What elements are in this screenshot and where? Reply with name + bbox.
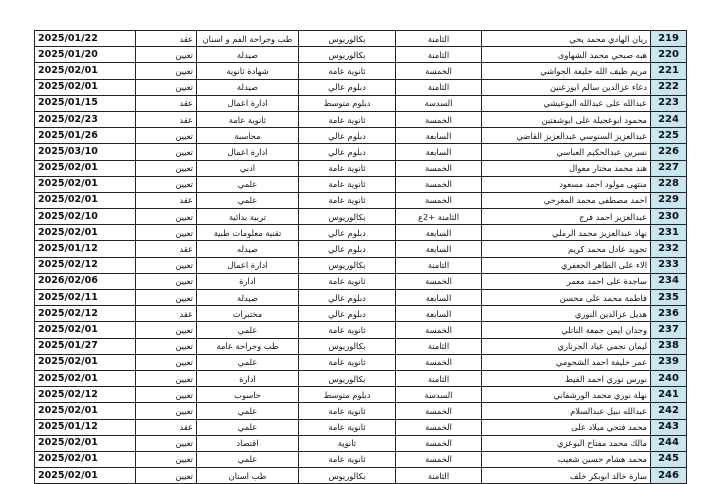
contract-type-cell: تعيين [136, 257, 197, 273]
grade-cell: السابعة [396, 290, 482, 306]
qualification-cell: بكالوريوس [299, 209, 396, 225]
table-row [35, 95, 687, 111]
grade-cell: الخمسة [396, 176, 482, 192]
employee-name-cell: دعاء عزالدين سالم ابوزعنين [482, 79, 651, 95]
grade-cell: الخمسة [396, 111, 482, 127]
contract-type-cell: عقد [136, 95, 197, 111]
contract-type-cell: تعيين [136, 322, 197, 338]
grade-cell: الخمسة [396, 435, 482, 451]
specialization-cell: اقتصاد [197, 435, 299, 451]
qualification-cell: بكالوريوس [299, 47, 396, 63]
qualification-cell: ثانوية [299, 435, 396, 451]
employee-name-cell: ليمان نجمي عياد الجرناري [482, 338, 651, 354]
contract-type-cell: عقد [136, 31, 197, 47]
grade-cell: الثامنة [396, 257, 482, 273]
specialization-cell: علمي [197, 354, 299, 370]
employee-name-cell: الاء على الطاهر الجعفري [482, 257, 651, 273]
row-number-cell: 236 [651, 306, 687, 322]
grade-cell: السابعة [396, 128, 482, 144]
table-row [35, 257, 687, 273]
qualification-cell: ثانوية عامة [299, 176, 396, 192]
contract-type-cell: تعيين [136, 63, 197, 79]
specialization-cell: علمي [197, 192, 299, 208]
specialization-cell: صيدلة [197, 290, 299, 306]
table-row [35, 403, 687, 419]
contract-type-cell: عقد [136, 306, 197, 322]
specialization-cell: ثانوية عامة [197, 111, 299, 127]
specialization-cell: ادارة [197, 370, 299, 386]
specialization-cell: طب وجراحة عامة [197, 338, 299, 354]
employee-name-cell: هند محمد مختار معوال [482, 160, 651, 176]
specialization-cell: صيدله [197, 241, 299, 257]
specialization-cell: طب اسنان [197, 468, 299, 484]
specialization-cell: ادارة [197, 273, 299, 289]
row-number-cell: 224 [651, 111, 687, 127]
employee-name-cell: نهلة نوري محمد الورشفاني [482, 387, 651, 403]
contract-type-cell: تعيين [136, 79, 197, 95]
row-number-cell: 221 [651, 63, 687, 79]
employee-name-cell: ساجدة على احمد معمر [482, 273, 651, 289]
contract-type-cell: تعيين [136, 225, 197, 241]
date-cell: 2025/02/01 [35, 79, 136, 95]
qualification-cell: ثانوية عامة [299, 403, 396, 419]
employee-name-cell: نهاد عبدالعزيز محمد الرملي [482, 225, 651, 241]
row-number-cell: 242 [651, 403, 687, 419]
table-row [35, 31, 687, 47]
date-cell: 2025/02/01 [35, 370, 136, 386]
specialization-cell: علمي [197, 322, 299, 338]
date-cell: 2025/02/01 [35, 176, 136, 192]
date-cell: 2025/02/01 [35, 225, 136, 241]
row-number-cell: 231 [651, 225, 687, 241]
grade-cell: الثامنة [396, 79, 482, 95]
qualification-cell: بكالوريوس [299, 338, 396, 354]
table-row [35, 419, 687, 435]
employee-name-cell: عبدالعزيز السنوسي عبدالعزيز القاضي [482, 128, 651, 144]
row-number-cell: 223 [651, 95, 687, 111]
employee-name-cell: مالك محمد مفتاح البوعزي [482, 435, 651, 451]
date-cell: 2025/01/27 [35, 338, 136, 354]
row-number-cell: 225 [651, 128, 687, 144]
row-number-cell: 235 [651, 290, 687, 306]
contract-type-cell: عقد [136, 241, 197, 257]
row-number-cell: 228 [651, 176, 687, 192]
table-row [35, 79, 687, 95]
table-row [35, 306, 687, 322]
table-row [35, 176, 687, 192]
qualification-cell: دبلوم عالي [299, 144, 396, 160]
grade-cell: الخمسة [396, 192, 482, 208]
date-cell: 2025/01/12 [35, 241, 136, 257]
specialization-cell: طب وجراحة الفم و اسنان [197, 31, 299, 47]
grade-cell: الخمسة [396, 419, 482, 435]
specialization-cell: تربية بدائية [197, 209, 299, 225]
table-row [35, 128, 687, 144]
contract-type-cell: تعيين [136, 176, 197, 192]
contract-type-cell: عقد [136, 419, 197, 435]
row-number-cell: 243 [651, 419, 687, 435]
date-cell: 2025/02/01 [35, 403, 136, 419]
qualification-cell: دبلوم عالي [299, 290, 396, 306]
grade-cell: الثامنة [396, 31, 482, 47]
table-row [35, 111, 687, 127]
grade-cell: السابعة [396, 241, 482, 257]
table-row [35, 370, 687, 386]
row-number-cell: 246 [651, 468, 687, 484]
row-number-cell: 237 [651, 322, 687, 338]
date-cell: 2025/02/01 [35, 192, 136, 208]
specialization-cell: ادبي [197, 160, 299, 176]
row-number-cell: 239 [651, 354, 687, 370]
row-number-cell: 241 [651, 387, 687, 403]
contract-type-cell: عقد [136, 111, 197, 127]
grade-cell: الخمسة [396, 63, 482, 79]
row-number-cell: 233 [651, 257, 687, 273]
row-number-cell: 229 [651, 192, 687, 208]
row-number-cell: 240 [651, 370, 687, 386]
contract-type-cell: عقد [136, 192, 197, 208]
grade-cell: الخمسة [396, 403, 482, 419]
date-cell: 2025/01/20 [35, 47, 136, 63]
table-body [35, 31, 687, 484]
date-cell: 2025/01/12 [35, 419, 136, 435]
employee-name-cell: عمر خليفة احمد الشحومي [482, 354, 651, 370]
employee-name-cell: منتهى مولود احمد مسعود [482, 176, 651, 192]
contract-type-cell: تعيين [136, 338, 197, 354]
date-cell: 2025/02/23 [35, 111, 136, 127]
qualification-cell: ثانوية عامة [299, 111, 396, 127]
qualification-cell: ثانوية عامة [299, 451, 396, 467]
employee-name-cell: عبدالعزيز احمد فرج [482, 209, 651, 225]
qualification-cell: بكالوريوس [299, 468, 396, 484]
qualification-cell: دبلوم عالي [299, 79, 396, 95]
date-cell: 2025/01/22 [35, 31, 136, 47]
table-row [35, 354, 687, 370]
date-cell: 2025/02/01 [35, 160, 136, 176]
date-cell: 2025/01/26 [35, 128, 136, 144]
contract-type-cell: تعيين [136, 451, 197, 467]
qualification-cell: بكالوريوس [299, 257, 396, 273]
qualification-cell: دبلوم عالي [299, 241, 396, 257]
grade-cell: الخمسة [396, 354, 482, 370]
date-cell: 2025/03/10 [35, 144, 136, 160]
employee-name-cell: نورس نوري احمد القيط [482, 370, 651, 386]
table-row [35, 338, 687, 354]
specialization-cell: تقنية معلومات طبية [197, 225, 299, 241]
qualification-cell: دبلوم متوسط [299, 95, 396, 111]
table-row [35, 192, 687, 208]
contract-type-cell: تعيين [136, 160, 197, 176]
grade-cell: الثامنة [396, 468, 482, 484]
qualification-cell: ثانوية عامة [299, 192, 396, 208]
table-row [35, 387, 687, 403]
grade-cell: السابعة [396, 306, 482, 322]
employee-name-cell: مريم ظيف الله خليفة الجواشي [482, 63, 651, 79]
specialization-cell: ادارة اعمال [197, 144, 299, 160]
grade-cell: الخمسة [396, 451, 482, 467]
specialization-cell: شهادة ثانوية [197, 63, 299, 79]
employee-name-cell: هديل عزالدين النوري [482, 306, 651, 322]
employee-name-cell: احمد مصطفى محمد المغرحي [482, 192, 651, 208]
employee-name-cell: محمود ابوعجيلة على ابوشفتين [482, 111, 651, 127]
row-number-cell: 245 [651, 451, 687, 467]
grade-cell: الثامنة [396, 47, 482, 63]
grade-cell: الخمسة [396, 273, 482, 289]
grade-cell: السدسة [396, 387, 482, 403]
qualification-cell: دبلوم عالي [299, 306, 396, 322]
employee-name-cell: نسرين عبدالحكيم العباسي [482, 144, 651, 160]
qualification-cell: ثانوية عامة [299, 160, 396, 176]
table-row [35, 209, 687, 225]
table-row [35, 144, 687, 160]
grade-cell: السابعة [396, 144, 482, 160]
date-cell: 2025/02/01 [35, 354, 136, 370]
qualification-cell: بكالوريوس [299, 31, 396, 47]
date-cell: 2026/02/06 [35, 273, 136, 289]
contract-type-cell: تعيين [136, 468, 197, 484]
grade-cell: الخمسة [396, 322, 482, 338]
date-cell: 2025/02/12 [35, 306, 136, 322]
contract-type-cell: تعيين [136, 403, 197, 419]
employee-name-cell: سارة خالد ابوبكر خلف [482, 468, 651, 484]
row-number-cell: 232 [651, 241, 687, 257]
specialization-cell: ادارة اعمال [197, 95, 299, 111]
employee-name-cell: وجدان ايمن جمعة الناتلي [482, 322, 651, 338]
row-number-cell: 230 [651, 209, 687, 225]
employee-name-cell: ريان الهادي محمد يحي [482, 31, 651, 47]
contract-type-cell: تعيين [136, 387, 197, 403]
specialization-cell: علمي [197, 176, 299, 192]
contract-type-cell: تعيين [136, 370, 197, 386]
employee-table [34, 30, 687, 484]
table-row [35, 290, 687, 306]
row-number-cell: 227 [651, 160, 687, 176]
date-cell: 2025/02/01 [35, 63, 136, 79]
row-number-cell: 244 [651, 435, 687, 451]
grade-cell: الثامنة [396, 370, 482, 386]
specialization-cell: علمي [197, 403, 299, 419]
date-cell: 2025/02/01 [35, 435, 136, 451]
qualification-cell: ثانوية عامة [299, 63, 396, 79]
specialization-cell: علمي [197, 419, 299, 435]
date-cell: 2025/02/11 [35, 290, 136, 306]
specialization-cell: محاسبة [197, 128, 299, 144]
row-number-cell: 219 [651, 31, 687, 47]
qualification-cell: دبلوم متوسط [299, 387, 396, 403]
contract-type-cell: تعيين [136, 144, 197, 160]
employee-name-cell: عبدالله على عبدالله البوعيشي [482, 95, 651, 111]
contract-type-cell: تعيين [136, 273, 197, 289]
row-number-cell: 220 [651, 47, 687, 63]
specialization-cell: حاسوب [197, 387, 299, 403]
qualification-cell: ثانوية عامة [299, 322, 396, 338]
grade-cell: الثامنة [396, 338, 482, 354]
qualification-cell: ثانوية عامة [299, 273, 396, 289]
table-row [35, 451, 687, 467]
grade-cell: السدسة [396, 95, 482, 111]
specialization-cell: علمي [197, 451, 299, 467]
table-row [35, 322, 687, 338]
contract-type-cell: تعيين [136, 435, 197, 451]
contract-type-cell: تعيين [136, 290, 197, 306]
qualification-cell: دبلوم عالي [299, 225, 396, 241]
specialization-cell: صيدلة [197, 79, 299, 95]
employee-name-cell: تجويد عادل محمد كريم [482, 241, 651, 257]
date-cell: 2025/01/15 [35, 95, 136, 111]
row-number-cell: 222 [651, 79, 687, 95]
employee-name-cell: محمد هشام حسين شعيب [482, 451, 651, 467]
table-row [35, 468, 687, 484]
date-cell: 2025/02/12 [35, 257, 136, 273]
qualification-cell: ثانوية عامة [299, 419, 396, 435]
grade-cell: الثامنة +2ع [396, 209, 482, 225]
contract-type-cell: تعيين [136, 128, 197, 144]
employee-name-cell: عبدالله نبيل عبدالسلام [482, 403, 651, 419]
table-row [35, 63, 687, 79]
date-cell: 2025/02/10 [35, 209, 136, 225]
row-number-cell: 238 [651, 338, 687, 354]
contract-type-cell: تعيين [136, 209, 197, 225]
table-row [35, 435, 687, 451]
table-row [35, 273, 687, 289]
employee-name-cell: فاطمة محمد على محسن [482, 290, 651, 306]
qualification-cell: بكالوريوس [299, 370, 396, 386]
table-row [35, 160, 687, 176]
date-cell: 2025/02/01 [35, 322, 136, 338]
specialization-cell: مختبرات [197, 306, 299, 322]
employee-name-cell: محمد فتحي ميلاد على [482, 419, 651, 435]
date-cell: 2025/02/01 [35, 468, 136, 484]
specialization-cell: صيدلة [197, 47, 299, 63]
specialization-cell: ادارة اعمال [197, 257, 299, 273]
row-number-cell: 226 [651, 144, 687, 160]
grade-cell: السابعة [396, 225, 482, 241]
row-number-cell: 234 [651, 273, 687, 289]
qualification-cell: ثانوية عامة [299, 354, 396, 370]
date-cell: 2025/02/01 [35, 451, 136, 467]
date-cell: 2025/02/12 [35, 387, 136, 403]
contract-type-cell: تعيين [136, 354, 197, 370]
qualification-cell: دبلوم عالي [299, 128, 396, 144]
contract-type-cell: تعيين [136, 47, 197, 63]
table-row [35, 241, 687, 257]
grade-cell: الخمسة [396, 160, 482, 176]
table-row [35, 47, 687, 63]
employee-name-cell: هبه صبحي محمد الشهاوى [482, 47, 651, 63]
table-row [35, 225, 687, 241]
